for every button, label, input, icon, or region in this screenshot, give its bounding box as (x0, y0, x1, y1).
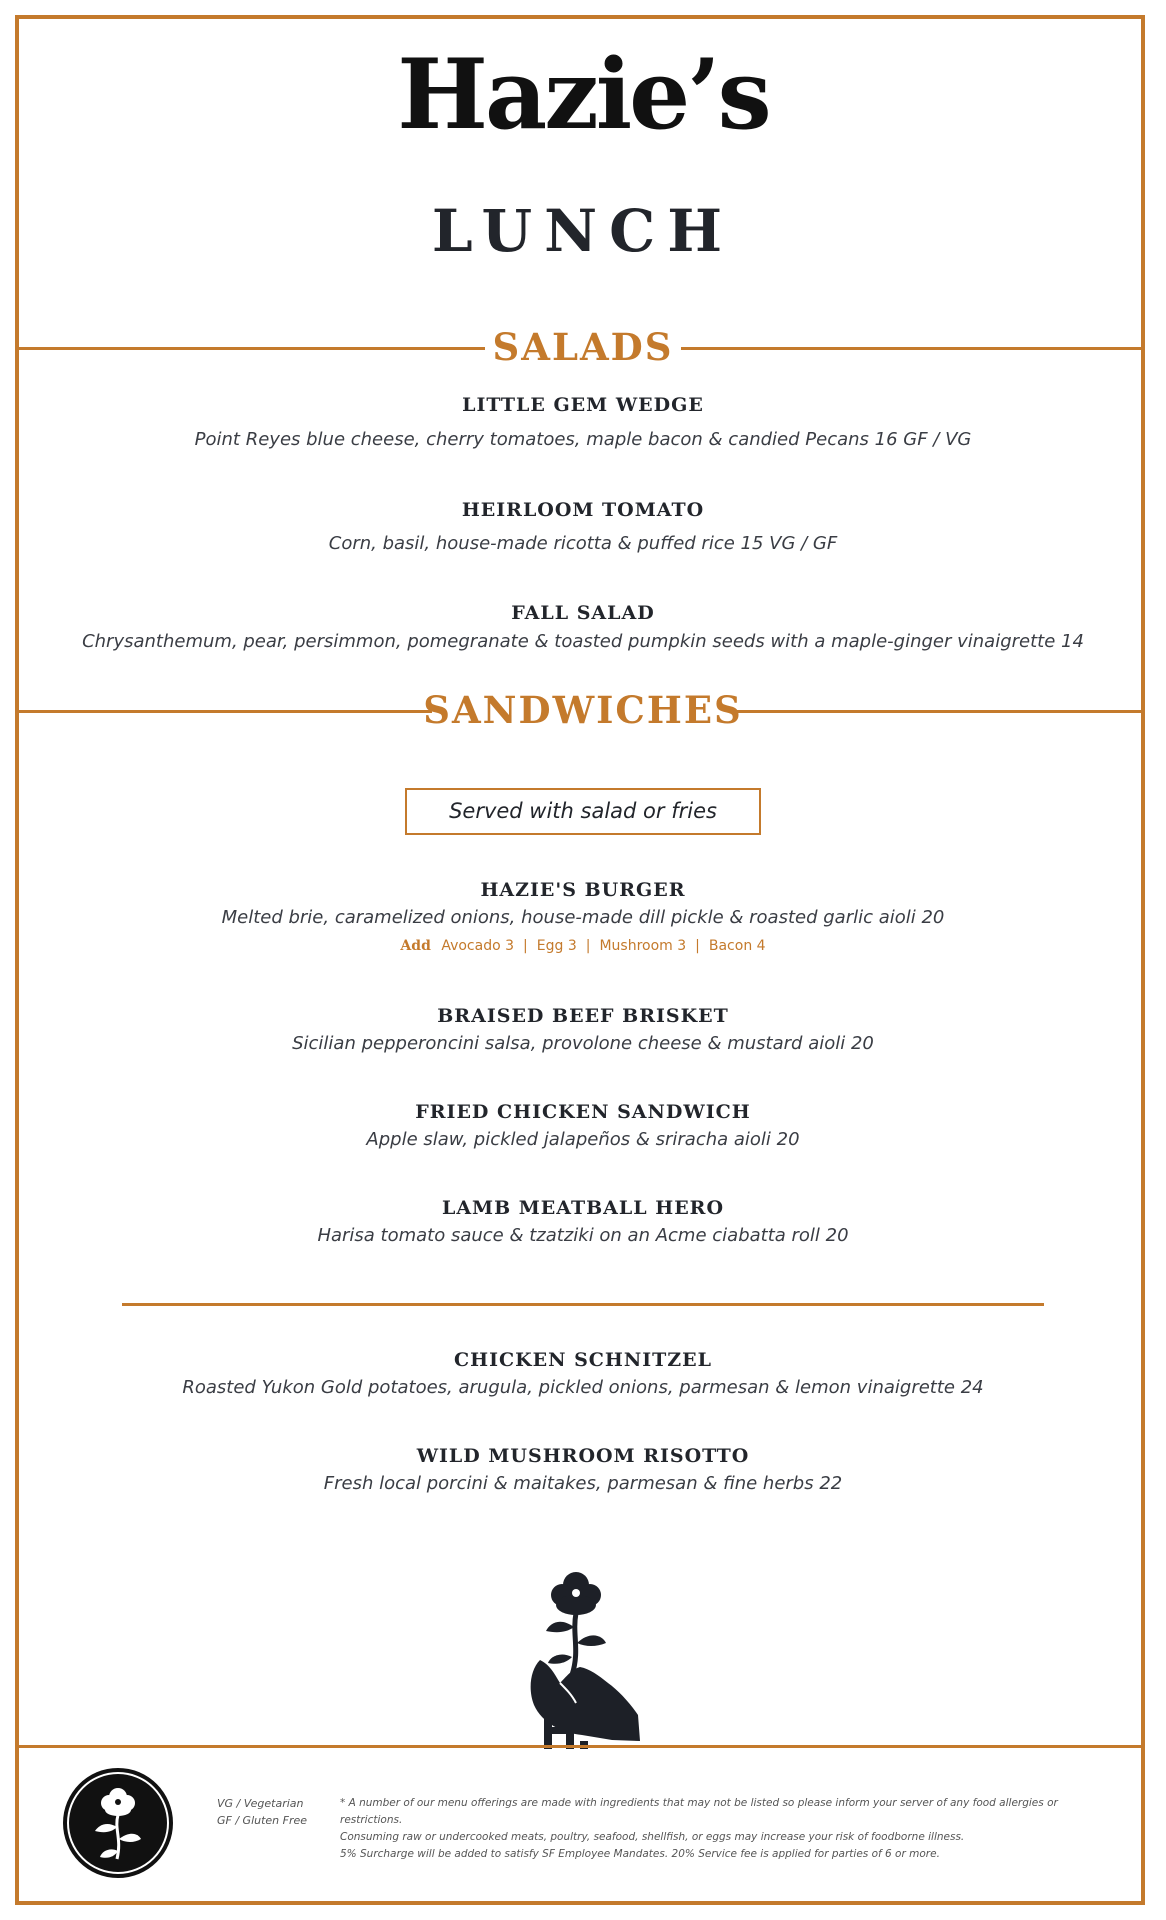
served-with-note: Served with salad or fries (405, 788, 761, 835)
addon-option: Mushroom 3 (599, 938, 687, 954)
menu-item-name: FRIED CHICKEN SANDWICH (415, 1101, 751, 1123)
menu-item-description: Chrysanthemum, pear, persimmon, pomegranate & toasted pumpkin seeds with a maple-ginger vinaigrette 14 (82, 631, 1084, 652)
addon-separator: | (585, 938, 591, 954)
hand-holding-flower-icon (520, 1565, 650, 1749)
menu-item-name: HEIRLOOM TOMATO (461, 499, 705, 521)
addon-option: Bacon 4 (708, 938, 766, 954)
menu-item-name: CHICKEN SCHNITZEL (454, 1349, 712, 1371)
menu-item-description: Corn, basil, house-made ricotta & puffed rice 15 VG / GF (328, 533, 838, 554)
menu-item-name: HAZIE'S BURGER (480, 879, 686, 901)
menu-item-name: WILD MUSHROOM RISOTTO (416, 1445, 750, 1467)
menu-item-description: Fresh local porcini & maitakes, parmesan & fine herbs 22 (323, 1473, 843, 1494)
addon-separator: | (523, 938, 528, 954)
addon-separator: | (695, 938, 700, 954)
menu-item-description: Melted brie, caramelized onions, house-made dill pickle & roasted garlic aioli 20 (221, 907, 945, 928)
footer-disclaimer (340, 1795, 1100, 1863)
diet-legend (217, 1795, 307, 1829)
addon-option: Avocado 3 (441, 938, 515, 954)
menu-item-description: Roasted Yukon Gold potatoes, arugula, pickled onions, parmesan & lemon vinaigrette 24 (182, 1377, 984, 1398)
raw-food-warning: Consuming raw or undercooked meats, poultry, seafood, shellfish, or eggs may increase your risk of foodborne illness. (340, 1831, 965, 1843)
round-flower-badge-icon (62, 1767, 174, 1879)
section-divider (122, 1303, 1044, 1306)
menu-item-description: Apple slaw, pickled jalapeños & sriracha aioli 20 (366, 1129, 800, 1150)
menu-item-description: Harisa tomato sauce & tzatziki on an Acme ciabatta roll 20 (317, 1225, 849, 1246)
salads-heading: SALADS (492, 325, 674, 369)
sandwiches-heading: SANDWICHES (423, 688, 743, 732)
menu-item-description: Sicilian pepperoncini salsa, provolone cheese & mustard aioli 20 (292, 1033, 874, 1054)
menu-item-description: Point Reyes blue cheese, cherry tomatoes, maple bacon & candied Pecans 16 GF / VG (194, 429, 972, 450)
footer-rule (19, 1745, 1145, 1748)
addon-option: Egg 3 (536, 938, 577, 954)
allergy-note: * A number of our menu offerings are made with ingredients that may not be listed so please inform your server of any food allergies or restrictions. (340, 1797, 1058, 1826)
legend-gluten-free: GF / Gluten Free (217, 1814, 308, 1827)
menu-item-name: LITTLE GEM WEDGE (462, 394, 704, 416)
surcharge-note: 5% Surcharge will be added to satisfy SF Employee Mandates. 20% Service fee is applied for parties of 6 or more. (340, 1848, 940, 1860)
brand-logo: Hazie’s (397, 38, 769, 151)
menu-title: LUNCH (431, 197, 735, 265)
menu-item-name: LAMB MEATBALL HERO (441, 1197, 725, 1219)
menu-item-name: BRAISED BEEF BRISKET (437, 1005, 729, 1027)
menu-item-name: FALL SALAD (511, 602, 655, 624)
legend-vegetarian: VG / Vegetarian (217, 1797, 304, 1810)
burger-addons (0, 936, 1166, 956)
addons-label: Add (400, 938, 431, 954)
